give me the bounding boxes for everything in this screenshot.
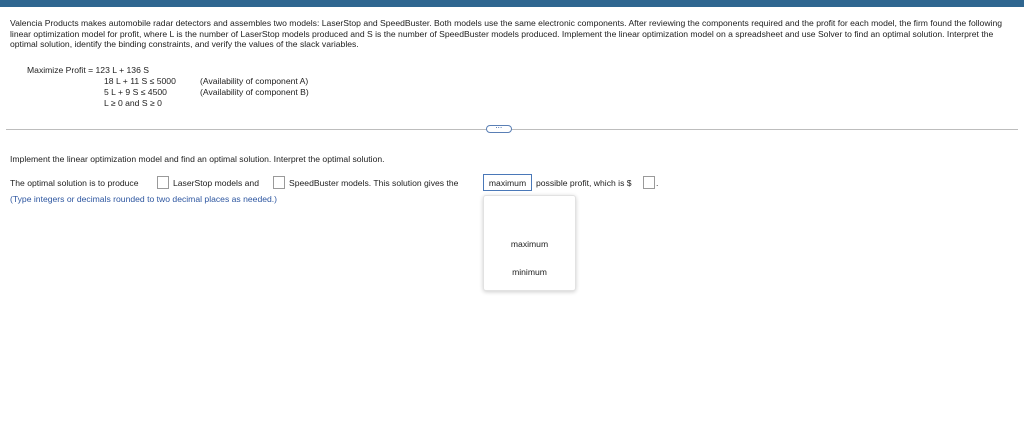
section-divider bbox=[6, 129, 1018, 130]
format-hint: (Type integers or decimals rounded to two decimal places as needed.) bbox=[10, 194, 278, 204]
profit-input[interactable] bbox=[643, 176, 655, 189]
answer-text-1: The optimal solution is to produce bbox=[10, 178, 139, 188]
objective-type-selected: maximum bbox=[488, 177, 527, 188]
question-instruction: Implement the linear optimization model and find an optimal solution. Interpret the optimal solution. bbox=[10, 154, 385, 164]
nonnegativity-constraint: L ≥ 0 and S ≥ 0 bbox=[104, 98, 162, 108]
constraint-b-note: (Availability of component B) bbox=[200, 87, 309, 97]
constraint-a-note: (Availability of component A) bbox=[200, 76, 309, 86]
objective-function: Maximize Profit = 123 L + 136 S bbox=[27, 65, 149, 75]
objective-type-select[interactable] bbox=[483, 174, 532, 191]
dropdown-option-minimum[interactable]: minimum bbox=[512, 267, 547, 277]
dropdown-option-maximum[interactable]: maximum bbox=[510, 239, 549, 249]
constraint-a: 18 L + 11 S ≤ 5000 bbox=[104, 76, 176, 86]
answer-text-5: . bbox=[656, 178, 659, 188]
constraint-b: 5 L + 9 S ≤ 4500 bbox=[104, 87, 167, 97]
show-more-button[interactable]: ⋯ bbox=[486, 125, 512, 133]
top-header-bar bbox=[0, 0, 1024, 7]
objective-type-dropdown bbox=[483, 195, 576, 291]
answer-text-2: LaserStop models and bbox=[173, 178, 259, 188]
problem-statement: Valencia Products makes automobile radar detectors and assembles two models: LaserStop and SpeedBuster. Both models use the same electronic components. After reviewing the components required and the profit for each model, the firm found the following linear optimization model for profit, where L is the number of LaserStop models produced and S is the number of SpeedBuster models produced. Implement the linear optimization model on a spreadsheet and use Solver to find an optimal solution. Interpret the optimal solution, identify the binding constraints, and verify the values of the slack variables. bbox=[10, 18, 1003, 50]
laserstop-input[interactable] bbox=[157, 176, 169, 189]
answer-text-3: SpeedBuster models. This solution gives the bbox=[289, 178, 459, 188]
answer-text-4: possible profit, which is $ bbox=[536, 178, 632, 188]
speedbuster-input[interactable] bbox=[273, 176, 285, 189]
